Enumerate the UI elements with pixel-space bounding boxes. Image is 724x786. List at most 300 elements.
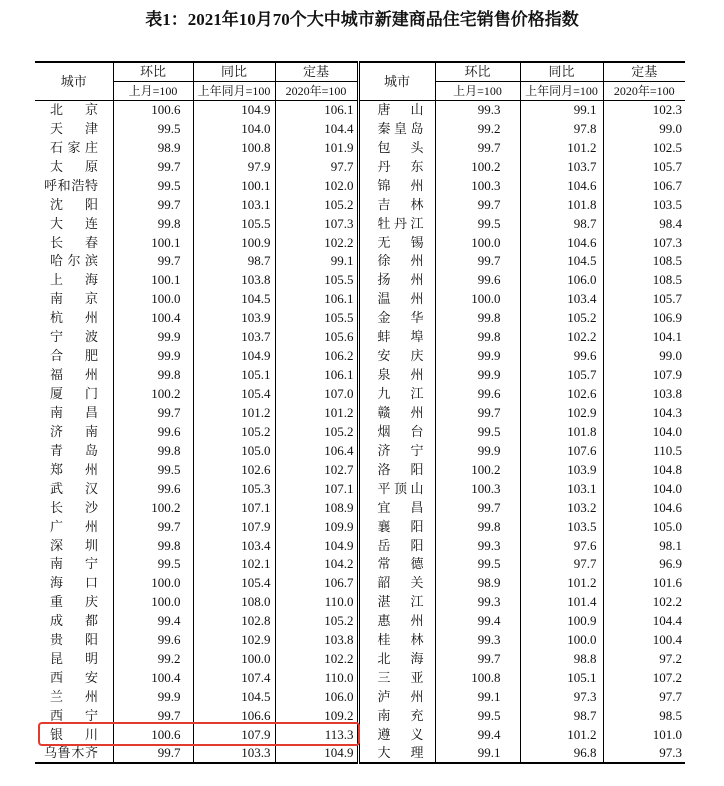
city-name-char: 林: [410, 632, 424, 648]
mom-index: 99.5: [435, 214, 520, 233]
yoy-index: 103.4: [520, 290, 603, 309]
table-row: [35, 744, 685, 763]
city-name: [378, 461, 424, 479]
yoy-index: 103.7: [193, 328, 275, 347]
yoy-index: 102.1: [193, 555, 275, 574]
yoy-index: 103.4: [193, 536, 275, 555]
city-name-char: 尔: [67, 253, 81, 269]
city-name: [50, 650, 98, 668]
base-index: 106.0: [275, 688, 358, 707]
city-cell: [35, 460, 113, 479]
city-name-char: 亚: [410, 670, 424, 686]
table-row: [35, 271, 685, 290]
mom-index: 99.8: [113, 366, 193, 385]
city-name: [378, 726, 424, 744]
yoy-index: 104.5: [520, 252, 603, 271]
yoy-index: 99.1: [520, 101, 603, 120]
city-name-char: 京: [84, 291, 98, 307]
mom-index: 99.7: [435, 138, 520, 157]
city-name: [378, 271, 424, 289]
city-name-char: 江: [410, 594, 424, 610]
base-index: 105.7: [603, 157, 685, 176]
base-index: 99.1: [275, 252, 358, 271]
mom-index: 100.0: [113, 290, 193, 309]
city-name-char: 州: [410, 367, 424, 383]
city-cell: [358, 631, 435, 650]
yoy-index: 102.9: [520, 404, 603, 423]
city-cell: [358, 233, 435, 252]
city-name: [50, 423, 98, 441]
city-name-char: 洛: [377, 461, 391, 477]
mom-index: 99.7: [113, 157, 193, 176]
mom-index: 99.8: [113, 536, 193, 555]
yoy-index: 105.2: [193, 422, 275, 441]
table-row: [35, 252, 685, 271]
city-name: [50, 101, 98, 119]
yoy-index: 102.6: [520, 385, 603, 404]
yoy-index: 100.0: [193, 650, 275, 669]
yoy-index: 103.9: [520, 460, 603, 479]
city-name-char: 南: [50, 556, 64, 572]
yoy-index: 105.4: [193, 385, 275, 404]
city-name-char: 圳: [84, 537, 98, 553]
city-name: [378, 139, 424, 157]
city-name: [50, 328, 98, 346]
city-cell: [35, 366, 113, 385]
yoy-index: 98.7: [520, 707, 603, 726]
city-name: [378, 707, 424, 725]
mom-index: 99.8: [435, 517, 520, 536]
city-name-char: 华: [410, 310, 424, 326]
city-name-char: 江: [410, 386, 424, 402]
yoy-index: 98.7: [520, 214, 603, 233]
table-row: [35, 328, 685, 347]
city-name-char: 青: [50, 442, 64, 458]
city-name-char: 常: [377, 556, 391, 572]
mom-index: 100.4: [113, 309, 193, 328]
city-name: [50, 290, 98, 308]
mom-index: 99.7: [113, 517, 193, 536]
yoy-index: 102.9: [193, 631, 275, 650]
city-name: [378, 518, 424, 536]
city-name-char: 州: [410, 689, 424, 705]
city-name-char: 德: [410, 556, 424, 572]
mom-index: 99.8: [113, 214, 193, 233]
city-name-char: 阳: [84, 632, 98, 648]
city-cell: [35, 422, 113, 441]
city-cell: [358, 290, 435, 309]
city-name-char: 鲁: [57, 745, 71, 761]
base-index: 105.2: [275, 422, 358, 441]
yoy-index: 103.5: [520, 517, 603, 536]
base-index: 104.6: [603, 498, 685, 517]
city-cell: [35, 328, 113, 347]
mom-index: 99.9: [435, 347, 520, 366]
table-row: [35, 536, 685, 555]
city-name-char: 南: [377, 707, 391, 723]
city-name-char: 吉: [377, 196, 391, 212]
yoy-index: 107.1: [193, 498, 275, 517]
mom-index: 99.8: [113, 441, 193, 460]
base-index: 107.0: [275, 385, 358, 404]
city-cell: [35, 555, 113, 574]
city-name-char: 石: [50, 139, 64, 155]
yoy-index: 107.9: [193, 517, 275, 536]
table-row: [35, 385, 685, 404]
city-name-char: 唐: [377, 102, 391, 118]
table-row: [35, 441, 685, 460]
base-index: 104.9: [275, 536, 358, 555]
base-index: 98.5: [603, 707, 685, 726]
base-index: 101.6: [603, 574, 685, 593]
yoy-index: 104.6: [520, 233, 603, 252]
city-name-char: 州: [410, 613, 424, 629]
city-cell: [358, 688, 435, 707]
city-name-char: 海: [410, 651, 424, 667]
city-name-char: 理: [410, 745, 424, 761]
yoy-index: 102.8: [193, 612, 275, 631]
table-row: [35, 233, 685, 252]
city-name-char: 海: [50, 575, 64, 591]
city-name-char: 宁: [84, 556, 98, 572]
yoy-index: 100.9: [193, 233, 275, 252]
city-name: [378, 499, 424, 517]
base-index: 104.0: [603, 422, 685, 441]
city-name: [378, 669, 424, 687]
base-index: 104.2: [275, 555, 358, 574]
city-cell: [358, 119, 435, 138]
mom-index: 99.5: [435, 422, 520, 441]
base-index: 105.6: [275, 328, 358, 347]
city-name-char: 州: [84, 518, 98, 534]
city-name-char: 州: [410, 272, 424, 288]
city-name-char: 济: [50, 423, 64, 439]
header-city: 城市: [358, 62, 435, 101]
city-cell: [35, 309, 113, 328]
city-name-char: 平: [377, 480, 391, 496]
city-name-char: 贵: [50, 632, 64, 648]
base-index: 97.3: [603, 744, 685, 763]
yoy-index: 102.2: [520, 328, 603, 347]
city-name-char: 头: [410, 139, 424, 155]
base-index: 108.5: [603, 252, 685, 271]
city-name-char: 州: [410, 291, 424, 307]
base-index: 106.9: [603, 309, 685, 328]
mom-index: 99.9: [113, 688, 193, 707]
base-index: 103.5: [603, 195, 685, 214]
city-name: [50, 461, 98, 479]
mom-index: 99.7: [435, 650, 520, 669]
table-row: [35, 669, 685, 688]
city-name-char: 和: [57, 177, 71, 193]
mom-index: 99.9: [113, 347, 193, 366]
yoy-index: 96.8: [520, 744, 603, 763]
city-name-char: 昆: [50, 651, 64, 667]
city-name: [378, 574, 424, 592]
city-name-char: 岳: [377, 537, 391, 553]
city-cell: [358, 252, 435, 271]
base-index: 105.7: [603, 290, 685, 309]
yoy-index: 107.6: [520, 441, 603, 460]
mom-index: 99.4: [435, 725, 520, 744]
yoy-index: 101.2: [520, 138, 603, 157]
yoy-index: 104.5: [193, 688, 275, 707]
header-base-base: 2020年=100: [275, 82, 358, 101]
mom-index: 100.0: [113, 593, 193, 612]
city-name-char: 丹: [393, 215, 407, 231]
city-name-char: 门: [84, 386, 98, 402]
mom-index: 100.0: [435, 290, 520, 309]
city-cell: [35, 271, 113, 290]
mom-index: 99.8: [435, 328, 520, 347]
city-name-char: 顶: [393, 480, 407, 496]
city-name-char: 南: [50, 291, 64, 307]
city-cell: [358, 138, 435, 157]
city-cell: [358, 593, 435, 612]
city-name: [378, 215, 424, 233]
city-name: [44, 177, 98, 195]
mom-index: 99.7: [435, 195, 520, 214]
city-name-char: 深: [50, 537, 64, 553]
city-cell: [35, 385, 113, 404]
mom-index: 98.9: [113, 138, 193, 157]
base-index: 102.7: [275, 460, 358, 479]
city-name: [50, 442, 98, 460]
table-row: [35, 498, 685, 517]
city-name-char: 木: [71, 745, 85, 761]
base-index: 104.9: [275, 744, 358, 763]
header-row-1: [35, 62, 685, 82]
city-name-char: 徐: [377, 253, 391, 269]
city-name-char: 阳: [410, 518, 424, 534]
city-name-char: 安: [377, 348, 391, 364]
city-name-char: 北: [50, 102, 64, 118]
city-name-char: 泉: [377, 367, 391, 383]
city-name: [378, 631, 424, 649]
yoy-index: 105.0: [193, 441, 275, 460]
city-name-char: 牡: [377, 215, 391, 231]
base-index: 107.1: [275, 479, 358, 498]
city-cell: [358, 404, 435, 423]
table-row: [35, 404, 685, 423]
city-name-char: 昌: [84, 404, 98, 420]
city-name: [50, 215, 98, 233]
city-cell: [358, 385, 435, 404]
city-name-char: 太: [50, 158, 64, 174]
city-name-char: 烟: [377, 423, 391, 439]
header-base: 定基: [603, 62, 685, 82]
mom-index: 99.6: [113, 479, 193, 498]
city-name-char: 波: [84, 329, 98, 345]
city-name-char: 韶: [377, 575, 391, 591]
base-index: 103.8: [275, 631, 358, 650]
city-name-char: 温: [377, 291, 391, 307]
mom-index: 99.2: [435, 119, 520, 138]
mom-index: 99.3: [435, 631, 520, 650]
yoy-index: 103.7: [520, 157, 603, 176]
mom-index: 99.7: [113, 744, 193, 763]
table-row: [35, 195, 685, 214]
city-name: [50, 707, 98, 725]
city-name-char: 皇: [393, 120, 407, 136]
city-cell: [35, 650, 113, 669]
city-name-char: 锡: [410, 234, 424, 250]
city-name-char: 滨: [84, 253, 98, 269]
city-name: [50, 518, 98, 536]
city-cell: [358, 460, 435, 479]
city-name-char: 岛: [84, 442, 98, 458]
mom-index: 99.2: [113, 650, 193, 669]
city-name-char: 州: [84, 461, 98, 477]
city-name-char: 呼: [44, 177, 58, 193]
city-name-char: 阳: [410, 461, 424, 477]
city-cell: [35, 688, 113, 707]
base-index: 105.5: [275, 309, 358, 328]
city-name-char: 蚌: [377, 329, 391, 345]
mom-index: 100.3: [435, 479, 520, 498]
base-index: 96.9: [603, 555, 685, 574]
mom-index: 100.4: [113, 669, 193, 688]
city-name: [378, 120, 424, 138]
city-name-char: 春: [84, 234, 98, 250]
city-name-char: 州: [84, 367, 98, 383]
mom-index: 99.3: [435, 593, 520, 612]
mom-index: 100.0: [113, 574, 193, 593]
city-name-char: 沙: [84, 499, 98, 515]
table-row: [35, 176, 685, 195]
mom-index: 99.6: [435, 385, 520, 404]
city-name-char: 包: [377, 139, 391, 155]
base-index: 97.7: [603, 688, 685, 707]
city-name-char: 西: [50, 707, 64, 723]
city-name-char: 州: [410, 177, 424, 193]
city-cell: [35, 119, 113, 138]
city-name-char: 江: [410, 215, 424, 231]
base-index: 103.8: [603, 385, 685, 404]
city-cell: [358, 347, 435, 366]
city-cell: [35, 707, 113, 726]
table-row: [35, 214, 685, 233]
city-name: [378, 555, 424, 573]
city-name-char: 武: [50, 480, 64, 496]
yoy-index: 105.7: [520, 366, 603, 385]
city-name-char: 秦: [377, 120, 391, 136]
mom-index: 100.0: [435, 233, 520, 252]
yoy-index: 103.1: [520, 479, 603, 498]
city-cell: [35, 157, 113, 176]
city-name-char: 汉: [84, 480, 98, 496]
base-index: 113.3: [275, 725, 358, 744]
yoy-index: 104.9: [193, 101, 275, 120]
base-index: 102.3: [603, 101, 685, 120]
city-name-char: 特: [84, 177, 98, 193]
city-name: [50, 309, 98, 327]
city-cell: [358, 157, 435, 176]
city-cell: [35, 574, 113, 593]
city-cell: [35, 725, 113, 744]
header-yoy: 同比: [520, 62, 603, 82]
yoy-index: 100.8: [193, 138, 275, 157]
city-cell: [35, 441, 113, 460]
city-cell: [35, 631, 113, 650]
city-name: [50, 555, 98, 573]
city-name-char: 哈: [50, 253, 64, 269]
city-cell: [358, 669, 435, 688]
header-yoy-base: 上年同月=100: [193, 82, 275, 101]
table-row: [35, 290, 685, 309]
price-index-table: [35, 61, 685, 764]
base-index: 107.9: [603, 366, 685, 385]
city-name: [378, 101, 424, 119]
mom-index: 99.6: [435, 271, 520, 290]
city-name-char: 阳: [84, 196, 98, 212]
yoy-index: 107.4: [193, 669, 275, 688]
yoy-index: 100.9: [520, 612, 603, 631]
city-name-char: 川: [84, 726, 98, 742]
city-name: [50, 726, 98, 744]
base-index: 102.2: [275, 233, 358, 252]
header-base-base: 2020年=100: [603, 82, 685, 101]
table-row: [35, 688, 685, 707]
mom-index: 99.7: [435, 252, 520, 271]
mom-index: 99.5: [435, 707, 520, 726]
base-index: 100.4: [603, 631, 685, 650]
city-name-char: 连: [84, 215, 98, 231]
city-name: [378, 252, 424, 270]
mom-index: 99.7: [113, 707, 193, 726]
city-name-char: 家: [67, 139, 81, 155]
base-index: 104.4: [275, 119, 358, 138]
mom-index: 99.3: [435, 536, 520, 555]
yoy-index: 101.8: [520, 195, 603, 214]
city-cell: [35, 744, 113, 763]
city-cell: [358, 441, 435, 460]
city-name: [50, 499, 98, 517]
base-index: 105.2: [275, 195, 358, 214]
city-name-char: 宜: [377, 499, 391, 515]
city-cell: [358, 101, 435, 120]
yoy-index: 101.2: [520, 574, 603, 593]
mom-index: 100.8: [435, 669, 520, 688]
city-name-char: 锦: [377, 177, 391, 193]
mom-index: 99.7: [113, 252, 193, 271]
city-name-char: 海: [84, 272, 98, 288]
city-name-char: 山: [410, 480, 424, 496]
city-name-char: 义: [410, 726, 424, 742]
mom-index: 100.1: [113, 271, 193, 290]
yoy-index: 103.8: [193, 271, 275, 290]
yoy-index: 105.1: [520, 669, 603, 688]
base-index: 102.5: [603, 138, 685, 157]
base-index: 102.2: [275, 650, 358, 669]
city-name-char: 埠: [410, 329, 424, 345]
mom-index: 98.9: [435, 574, 520, 593]
city-cell: [35, 233, 113, 252]
city-name: [50, 234, 98, 252]
base-index: 97.7: [275, 157, 358, 176]
header-mom: 环比: [113, 62, 193, 82]
city-name-char: 扬: [377, 272, 391, 288]
mom-index: 99.9: [113, 328, 193, 347]
table-row: [35, 119, 685, 138]
yoy-index: 101.8: [520, 422, 603, 441]
city-name-char: 泸: [377, 689, 391, 705]
city-name-char: 口: [84, 575, 98, 591]
city-name-char: 厦: [50, 386, 64, 402]
city-name-char: 桂: [377, 632, 391, 648]
city-name: [378, 688, 424, 706]
city-name-char: 遵: [377, 726, 391, 742]
